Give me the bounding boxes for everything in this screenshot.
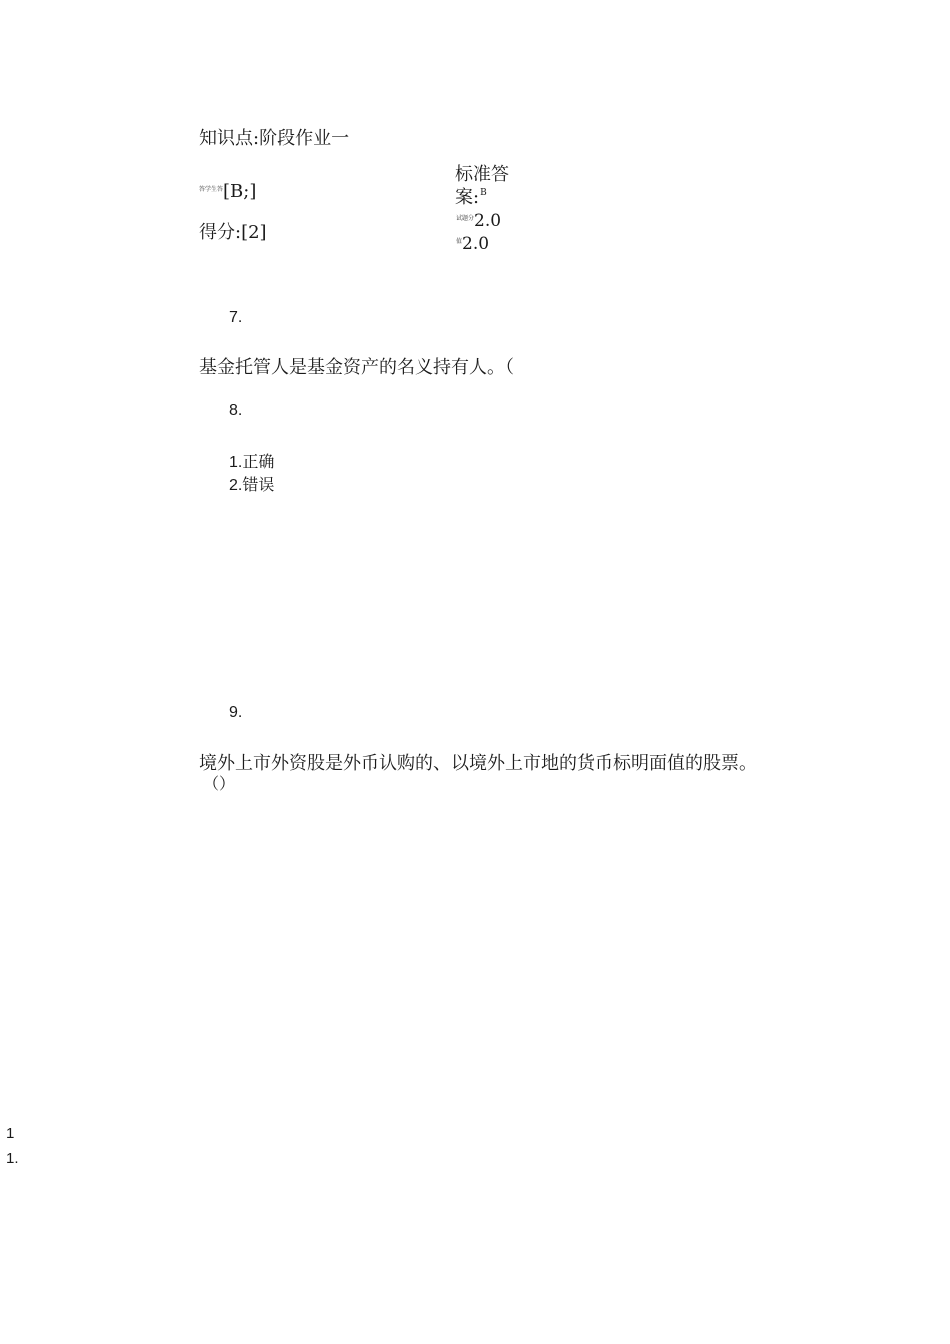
value-label: 值 bbox=[456, 238, 463, 245]
student-answer-row bbox=[199, 181, 256, 202]
question-8-number: 8. bbox=[229, 402, 243, 419]
footer-line-1: 1 bbox=[6, 1125, 15, 1142]
question-7-number: 7. bbox=[229, 309, 243, 326]
standard-answer-label: 案: bbox=[455, 187, 480, 208]
value-value: 2.0 bbox=[462, 234, 490, 254]
standard-answer-label-line2 bbox=[455, 183, 487, 209]
student-answer-value: [B;] bbox=[223, 181, 257, 202]
question-9-number: 9. bbox=[229, 704, 243, 721]
knowledge-point-label: 知识点:阶段作业一 bbox=[199, 128, 350, 149]
option-wrong[interactable]: 2.错误 bbox=[229, 477, 275, 494]
question-score-value: 2.0 bbox=[474, 211, 502, 231]
student-answer-small-label-a: 答 bbox=[199, 186, 206, 193]
standard-answer-value: B bbox=[480, 188, 487, 198]
score-label: 得分:[2] bbox=[199, 222, 267, 243]
standard-answer-label-line1: 标准答 bbox=[455, 164, 509, 185]
value-row bbox=[456, 234, 489, 254]
question-7-text: 基金托管人是基金资产的名义持有人。（ bbox=[199, 357, 514, 378]
question-9-paren: （） bbox=[203, 774, 236, 793]
student-answer-small-label-b: 学生答 bbox=[205, 186, 224, 193]
footer-line-2: 1. bbox=[6, 1150, 19, 1167]
question-score-row bbox=[456, 211, 501, 231]
question-score-label: 试题分 bbox=[456, 215, 475, 222]
option-correct[interactable]: 1.正确 bbox=[229, 454, 275, 471]
question-9-text: 境外上市外资股是外币认购的、以境外上市地的货币标明面值的股票。 bbox=[199, 753, 757, 774]
